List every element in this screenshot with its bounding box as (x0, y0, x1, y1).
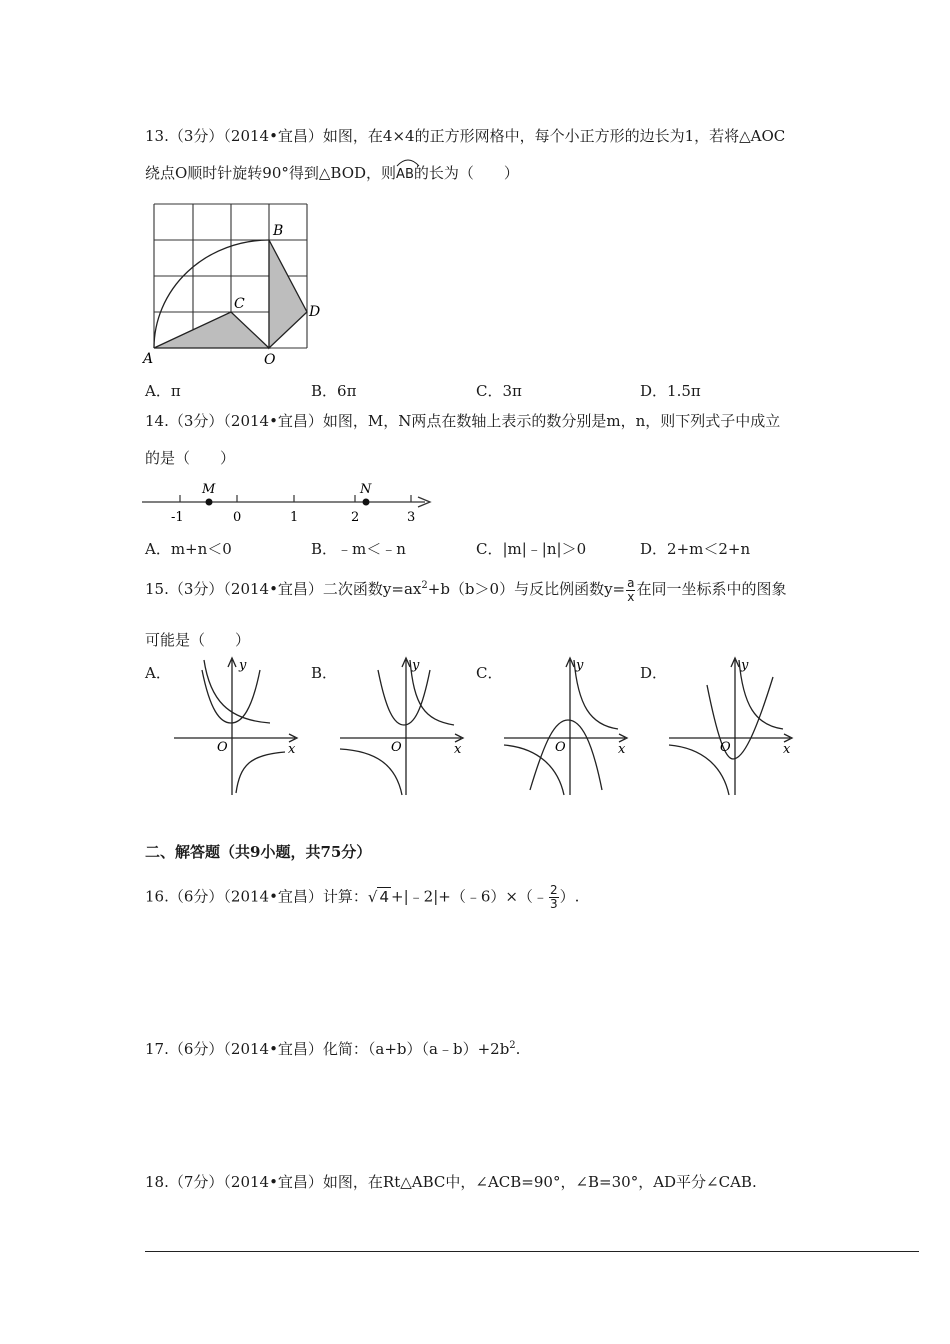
origin-label: O (720, 740, 731, 755)
origin-label: O (217, 740, 228, 755)
q13-option-a[interactable]: A．π (145, 382, 181, 400)
label-d: D (309, 304, 321, 320)
hyperbola-branch (236, 752, 285, 793)
q15-sup: 2 (421, 580, 428, 591)
q13-line2-post: 的长为（ ） (413, 164, 519, 182)
axis-x-label: x (783, 742, 791, 757)
axis-y-label: y (576, 658, 584, 673)
q15-frac-num: a (627, 575, 635, 590)
label-b: B (273, 223, 284, 239)
label-n: N (360, 482, 372, 497)
q15-graph-d[interactable] (665, 655, 805, 800)
q13-line2 (145, 163, 519, 185)
tick-label: -1 (171, 510, 184, 525)
q16-post: ）. (559, 887, 580, 906)
q15-graph-c[interactable] (500, 655, 640, 800)
axis-x-label: x (618, 742, 626, 757)
axis-y-label: y (412, 658, 420, 673)
origin-label: O (555, 740, 566, 755)
parabola (530, 720, 602, 790)
q15-frac-den: x (627, 589, 635, 604)
point-n (363, 499, 370, 506)
footer-rule (145, 1251, 919, 1252)
q15-option-a[interactable]: A． (145, 664, 171, 682)
q15-text-a: 15.（3分）（2014•宜昌）二次函数y=ax (145, 580, 422, 598)
q13-option-c[interactable]: C．3π (476, 382, 522, 400)
q15-line1 (145, 576, 786, 604)
q16-line (145, 884, 579, 911)
q14-option-a[interactable]: A．m+n＜0 (145, 540, 232, 558)
q16-sqrt (368, 887, 391, 907)
q16-frac-den: 3 (549, 897, 558, 911)
q13-line1: 13.（3分）（2014•宜昌）如图，在4×4的正方形网格中，每个小正方形的边长为1，若将△AOC (145, 127, 786, 145)
q16-fraction (549, 884, 559, 911)
q14-option-d[interactable]: D．2+m＜2+n (640, 540, 751, 558)
q17-pre: 17.（6分）（2014•宜昌）化简：（a+b）（a﹣b）+2b (145, 1040, 510, 1058)
tick-label: 3 (407, 510, 416, 525)
triangle-bod (269, 240, 307, 348)
axis-y-label: y (741, 658, 749, 673)
q15-graph-a[interactable] (170, 655, 310, 800)
hyperbola-branch (340, 749, 402, 795)
q13-option-d[interactable]: D．1.5π (640, 382, 701, 400)
q14-option-b[interactable]: B．﹣m＜﹣n (311, 540, 406, 558)
q16-mid: +|﹣2|+（﹣6）×（﹣ (391, 887, 548, 906)
label-m: M (202, 482, 216, 497)
arc-mark-icon (396, 157, 420, 167)
axis-x-label: x (454, 742, 462, 757)
axis-x-label: x (288, 742, 296, 757)
tick-label: 0 (233, 510, 242, 525)
q13-grid-figure (140, 198, 330, 368)
point-m (206, 499, 213, 506)
arc-ab-symbol (396, 163, 414, 185)
q15-graph-b[interactable] (336, 655, 476, 800)
q16-pre: 16.（6分）（2014•宜昌）计算： (145, 887, 368, 906)
parabola (202, 670, 260, 723)
triangle-aoc (154, 312, 269, 348)
q17-line (145, 1036, 520, 1059)
q15-line2: 可能是（ ） (145, 631, 251, 649)
q15-option-b[interactable]: B． (311, 664, 338, 682)
hyperbola-branch (204, 660, 270, 723)
q16-radicand: 4 (379, 887, 390, 906)
q14-option-c[interactable]: C．|m|﹣|n|＞0 (476, 540, 587, 558)
q17-sup: 2 (509, 1040, 516, 1051)
q14-line2: 的是（ ） (145, 449, 236, 467)
q14-number-line (140, 478, 440, 528)
q16-frac-num: 2 (549, 883, 558, 897)
origin-label: O (391, 740, 402, 755)
tick-label: 2 (351, 510, 360, 525)
parabola (707, 677, 773, 759)
label-a: A (143, 351, 154, 367)
tick-label: 1 (290, 510, 299, 525)
parabola (378, 670, 430, 725)
q18-line: 18.（7分）（2014•宜昌）如图，在Rt△ABC中，∠ACB=90°，∠B=30°，AD平分∠CAB. (145, 1173, 757, 1191)
q17-post: . (515, 1040, 521, 1058)
label-o: O (264, 352, 276, 368)
axis-y-label: y (239, 658, 247, 673)
q15-option-c[interactable]: C． (476, 664, 503, 682)
q14-line1: 14.（3分）（2014•宜昌）如图，M，N两点在数轴上表示的数分别是m，n，则下列式子中成立 (145, 412, 781, 430)
radical-icon: √ (367, 887, 378, 906)
q13-option-b[interactable]: B．6π (311, 382, 357, 400)
q15-text-c: 在同一坐标系中的图象 (636, 580, 787, 598)
arc-label: AB (396, 167, 414, 182)
q15-fraction (626, 577, 635, 604)
q13-line2-pre: 绕点O顺时针旋转90°得到△BOD，则 (145, 164, 397, 182)
q15-option-d[interactable]: D． (640, 664, 668, 682)
q15-text-b: +b（b＞0）与反比例函数y= (427, 580, 626, 598)
section2-heading: 二、解答题（共9小题，共75分） (145, 843, 372, 861)
label-c: C (234, 296, 245, 312)
